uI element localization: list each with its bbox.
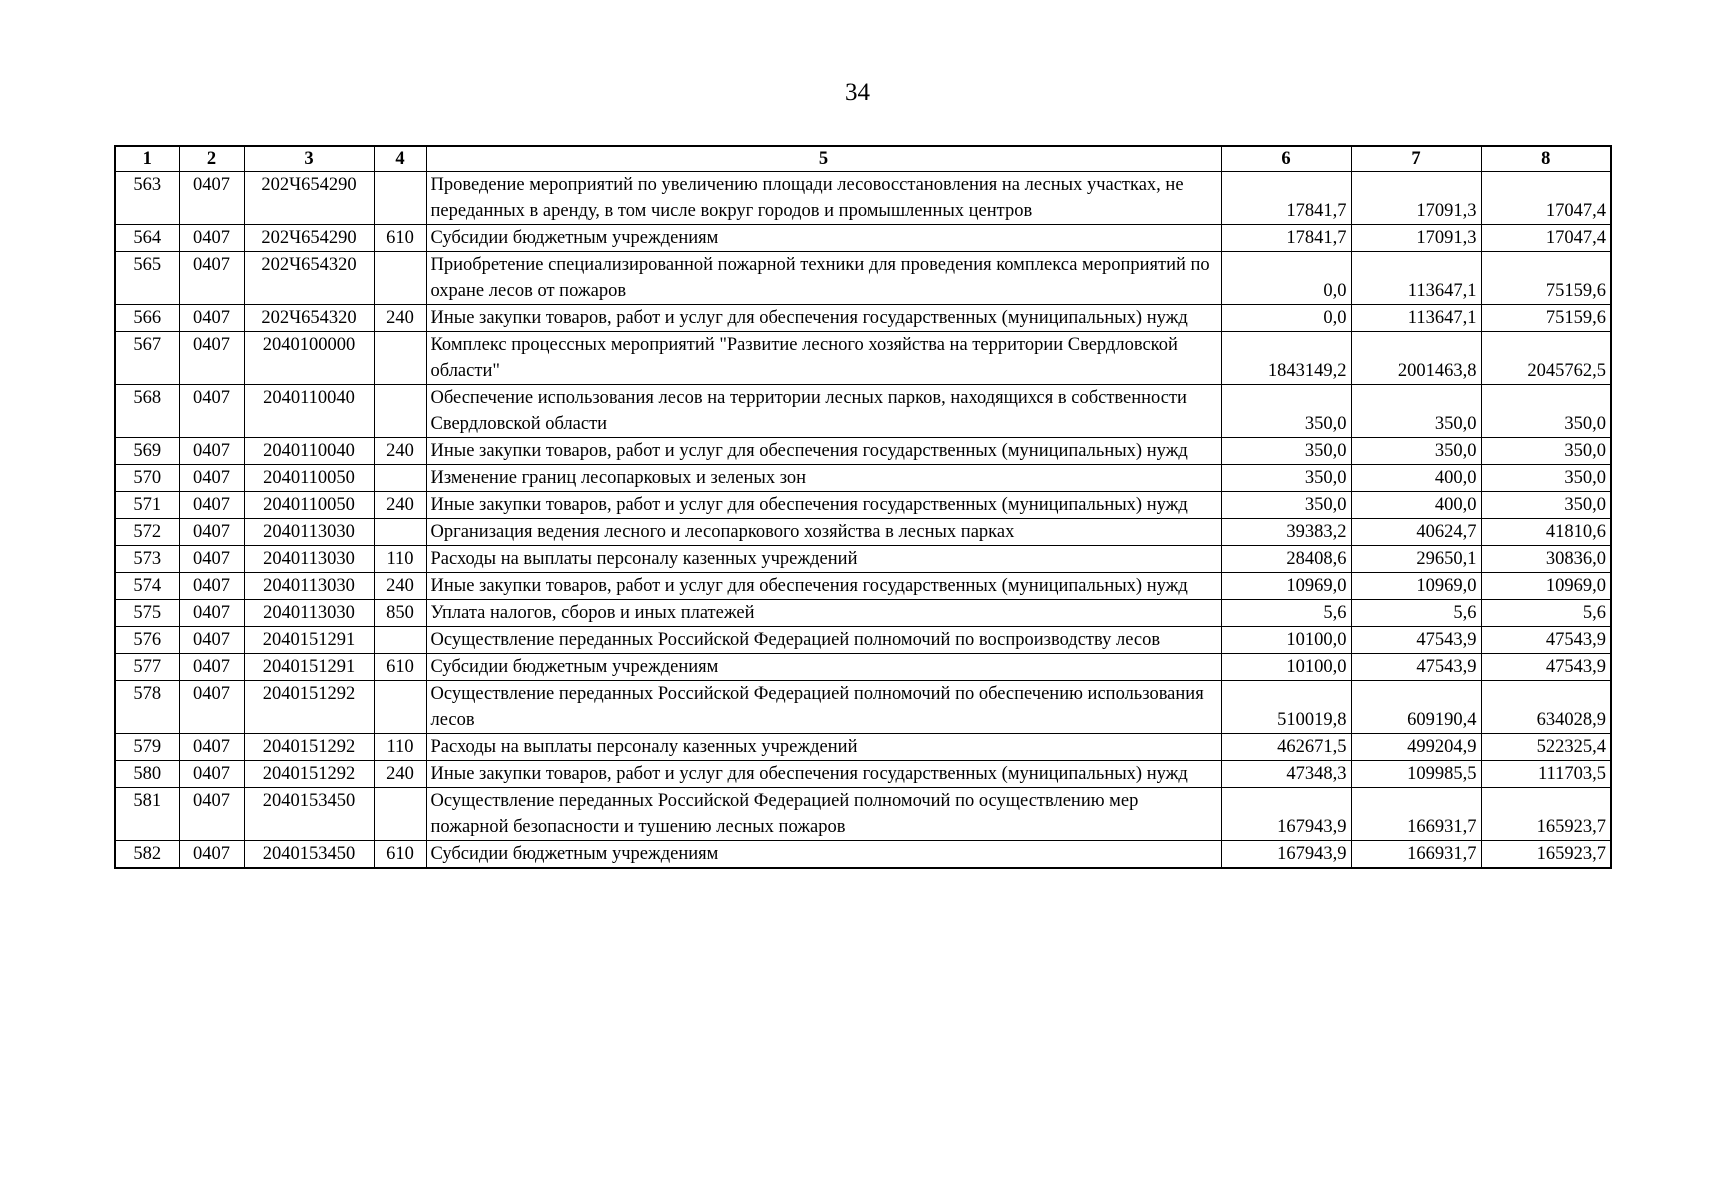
expense-type-cell: 610 [374,225,426,252]
amount-cell-8: 17047,4 [1481,225,1611,252]
item-name-cell: Иные закупки товаров, работ и услуг для обеспечения государственных (муниципальных) нужд [426,573,1221,600]
expense-type-cell [374,252,426,305]
expense-type-cell [374,385,426,438]
amount-cell-8: 41810,6 [1481,519,1611,546]
expense-type-cell: 110 [374,546,426,573]
target-code-cell: 202Ч654290 [244,225,374,252]
section-code-cell: 0407 [179,172,244,225]
expense-type-cell: 240 [374,573,426,600]
amount-cell-8: 634028,9 [1481,681,1611,734]
amount-cell-7: 499204,9 [1351,734,1481,761]
amount-cell-7: 350,0 [1351,385,1481,438]
target-code-cell: 202Ч654320 [244,252,374,305]
section-code-cell: 0407 [179,465,244,492]
table-row [115,761,1611,788]
column-header: 5 [426,146,1221,172]
table-row [115,332,1611,385]
amount-cell-7: 5,6 [1351,600,1481,627]
expense-type-cell: 610 [374,841,426,869]
column-header: 8 [1481,146,1611,172]
table-row [115,788,1611,841]
expense-type-cell: 240 [374,305,426,332]
item-name-cell: Расходы на выплаты персоналу казенных учреждений [426,546,1221,573]
row-number-cell: 570 [115,465,179,492]
amount-cell-8: 30836,0 [1481,546,1611,573]
expense-type-cell: 240 [374,761,426,788]
target-code-cell: 2040153450 [244,841,374,869]
table-row [115,252,1611,305]
amount-cell-7: 17091,3 [1351,172,1481,225]
expense-type-cell: 240 [374,492,426,519]
amount-cell-7: 113647,1 [1351,305,1481,332]
expense-type-cell: 110 [374,734,426,761]
amount-cell-8: 165923,7 [1481,788,1611,841]
column-header: 3 [244,146,374,172]
amount-cell-6: 0,0 [1221,252,1351,305]
section-code-cell: 0407 [179,225,244,252]
amount-cell-7: 166931,7 [1351,841,1481,869]
row-number-cell: 565 [115,252,179,305]
amount-cell-6: 47348,3 [1221,761,1351,788]
amount-cell-6: 17841,7 [1221,225,1351,252]
section-code-cell: 0407 [179,305,244,332]
amount-cell-8: 522325,4 [1481,734,1611,761]
column-header: 7 [1351,146,1481,172]
table-row [115,172,1611,225]
target-code-cell: 2040113030 [244,573,374,600]
amount-cell-6: 28408,6 [1221,546,1351,573]
amount-cell-6: 5,6 [1221,600,1351,627]
target-code-cell: 2040110040 [244,385,374,438]
section-code-cell: 0407 [179,385,244,438]
amount-cell-7: 29650,1 [1351,546,1481,573]
target-code-cell: 202Ч654290 [244,172,374,225]
section-code-cell: 0407 [179,573,244,600]
amount-cell-8: 5,6 [1481,600,1611,627]
item-name-cell: Уплата налогов, сборов и иных платежей [426,600,1221,627]
amount-cell-8: 165923,7 [1481,841,1611,869]
section-code-cell: 0407 [179,627,244,654]
section-code-cell: 0407 [179,600,244,627]
amount-cell-7: 609190,4 [1351,681,1481,734]
item-name-cell: Осуществление переданных Российской Федерацией полномочий по осуществлению мер пожарной безопасности и тушению лесных пожаров [426,788,1221,841]
target-code-cell: 2040151292 [244,681,374,734]
table-row [115,519,1611,546]
column-header: 1 [115,146,179,172]
row-number-cell: 571 [115,492,179,519]
amount-cell-7: 40624,7 [1351,519,1481,546]
row-number-cell: 579 [115,734,179,761]
table-row [115,627,1611,654]
target-code-cell: 2040151291 [244,654,374,681]
item-name-cell: Расходы на выплаты персоналу казенных учреждений [426,734,1221,761]
amount-cell-7: 2001463,8 [1351,332,1481,385]
amount-cell-6: 17841,7 [1221,172,1351,225]
table-row [115,654,1611,681]
row-number-cell: 582 [115,841,179,869]
section-code-cell: 0407 [179,519,244,546]
section-code-cell: 0407 [179,546,244,573]
page-number: 34 [845,79,870,106]
row-number-cell: 567 [115,332,179,385]
amount-cell-6: 0,0 [1221,305,1351,332]
amount-cell-8: 2045762,5 [1481,332,1611,385]
amount-cell-7: 166931,7 [1351,788,1481,841]
row-number-cell: 581 [115,788,179,841]
table-body [115,172,1611,869]
expense-type-cell [374,332,426,385]
amount-cell-6: 167943,9 [1221,841,1351,869]
table-row [115,465,1611,492]
row-number-cell: 563 [115,172,179,225]
item-name-cell: Организация ведения лесного и лесопаркового хозяйства в лесных парках [426,519,1221,546]
section-code-cell: 0407 [179,438,244,465]
amount-cell-7: 47543,9 [1351,627,1481,654]
table-row [115,734,1611,761]
amount-cell-6: 350,0 [1221,492,1351,519]
expense-type-cell [374,788,426,841]
target-code-cell: 2040100000 [244,332,374,385]
amount-cell-8: 10969,0 [1481,573,1611,600]
amount-cell-8: 350,0 [1481,385,1611,438]
budget-table [114,145,1612,869]
amount-cell-7: 17091,3 [1351,225,1481,252]
amount-cell-6: 350,0 [1221,385,1351,438]
row-number-cell: 575 [115,600,179,627]
expense-type-cell [374,465,426,492]
item-name-cell: Комплекс процессных мероприятий "Развитие лесного хозяйства на территории Свердловской области" [426,332,1221,385]
column-header: 2 [179,146,244,172]
item-name-cell: Осуществление переданных Российской Федерацией полномочий по воспроизводству лесов [426,627,1221,654]
amount-cell-7: 10969,0 [1351,573,1481,600]
column-header: 4 [374,146,426,172]
amount-cell-7: 47543,9 [1351,654,1481,681]
row-number-cell: 572 [115,519,179,546]
target-code-cell: 2040110050 [244,492,374,519]
amount-cell-6: 1843149,2 [1221,332,1351,385]
amount-cell-6: 462671,5 [1221,734,1351,761]
section-code-cell: 0407 [179,492,244,519]
section-code-cell: 0407 [179,681,244,734]
table-row [115,841,1611,869]
item-name-cell: Иные закупки товаров, работ и услуг для обеспечения государственных (муниципальных) нужд [426,492,1221,519]
item-name-cell: Приобретение специализированной пожарной техники для проведения комплекса мероприятий по охране лесов от пожаров [426,252,1221,305]
amount-cell-8: 17047,4 [1481,172,1611,225]
amount-cell-8: 350,0 [1481,438,1611,465]
amount-cell-6: 167943,9 [1221,788,1351,841]
item-name-cell: Иные закупки товаров, работ и услуг для обеспечения государственных (муниципальных) нужд [426,305,1221,332]
section-code-cell: 0407 [179,734,244,761]
target-code-cell: 2040151291 [244,627,374,654]
item-name-cell: Иные закупки товаров, работ и услуг для обеспечения государственных (муниципальных) нужд [426,761,1221,788]
amount-cell-8: 350,0 [1481,492,1611,519]
amount-cell-8: 47543,9 [1481,627,1611,654]
amount-cell-7: 400,0 [1351,492,1481,519]
section-code-cell: 0407 [179,761,244,788]
expense-type-cell [374,519,426,546]
amount-cell-7: 350,0 [1351,438,1481,465]
column-header: 6 [1221,146,1351,172]
target-code-cell: 2040110050 [244,465,374,492]
amount-cell-8: 111703,5 [1481,761,1611,788]
section-code-cell: 0407 [179,654,244,681]
table-row [115,225,1611,252]
target-code-cell: 2040113030 [244,546,374,573]
table-row [115,600,1611,627]
expense-type-cell [374,627,426,654]
amount-cell-8: 75159,6 [1481,305,1611,332]
item-name-cell: Иные закупки товаров, работ и услуг для обеспечения государственных (муниципальных) нужд [426,438,1221,465]
item-name-cell: Проведение мероприятий по увеличению площади лесовосстановления на лесных участках, не переданных в аренду, в том числе вокруг городов и промышленных центров [426,172,1221,225]
amount-cell-7: 400,0 [1351,465,1481,492]
item-name-cell: Субсидии бюджетным учреждениям [426,225,1221,252]
target-code-cell: 2040151292 [244,761,374,788]
row-number-cell: 566 [115,305,179,332]
target-code-cell: 2040151292 [244,734,374,761]
table-row [115,546,1611,573]
expense-type-cell [374,681,426,734]
target-code-cell: 2040153450 [244,788,374,841]
amount-cell-8: 75159,6 [1481,252,1611,305]
table-header-row [115,146,1611,172]
row-number-cell: 564 [115,225,179,252]
row-number-cell: 576 [115,627,179,654]
expense-type-cell: 240 [374,438,426,465]
item-name-cell: Обеспечение использования лесов на территории лесных парков, находящихся в собственности Свердловской области [426,385,1221,438]
amount-cell-7: 109985,5 [1351,761,1481,788]
amount-cell-6: 10969,0 [1221,573,1351,600]
target-code-cell: 2040113030 [244,519,374,546]
item-name-cell: Осуществление переданных Российской Федерацией полномочий по обеспечению использования лесов [426,681,1221,734]
section-code-cell: 0407 [179,332,244,385]
table-row [115,385,1611,438]
table-row [115,438,1611,465]
item-name-cell: Субсидии бюджетным учреждениям [426,654,1221,681]
table-row [115,573,1611,600]
item-name-cell: Субсидии бюджетным учреждениям [426,841,1221,869]
amount-cell-6: 510019,8 [1221,681,1351,734]
row-number-cell: 580 [115,761,179,788]
target-code-cell: 2040113030 [244,600,374,627]
target-code-cell: 202Ч654320 [244,305,374,332]
table-row [115,492,1611,519]
row-number-cell: 573 [115,546,179,573]
row-number-cell: 577 [115,654,179,681]
row-number-cell: 568 [115,385,179,438]
table-row [115,305,1611,332]
table-row [115,681,1611,734]
row-number-cell: 578 [115,681,179,734]
row-number-cell: 574 [115,573,179,600]
amount-cell-6: 350,0 [1221,465,1351,492]
amount-cell-6: 10100,0 [1221,654,1351,681]
expense-type-cell: 610 [374,654,426,681]
target-code-cell: 2040110040 [244,438,374,465]
amount-cell-6: 350,0 [1221,438,1351,465]
expense-type-cell: 850 [374,600,426,627]
row-number-cell: 569 [115,438,179,465]
section-code-cell: 0407 [179,841,244,869]
amount-cell-6: 39383,2 [1221,519,1351,546]
expense-type-cell [374,172,426,225]
section-code-cell: 0407 [179,788,244,841]
item-name-cell: Изменение границ лесопарковых и зеленых зон [426,465,1221,492]
amount-cell-7: 113647,1 [1351,252,1481,305]
section-code-cell: 0407 [179,252,244,305]
amount-cell-8: 47543,9 [1481,654,1611,681]
amount-cell-6: 10100,0 [1221,627,1351,654]
amount-cell-8: 350,0 [1481,465,1611,492]
